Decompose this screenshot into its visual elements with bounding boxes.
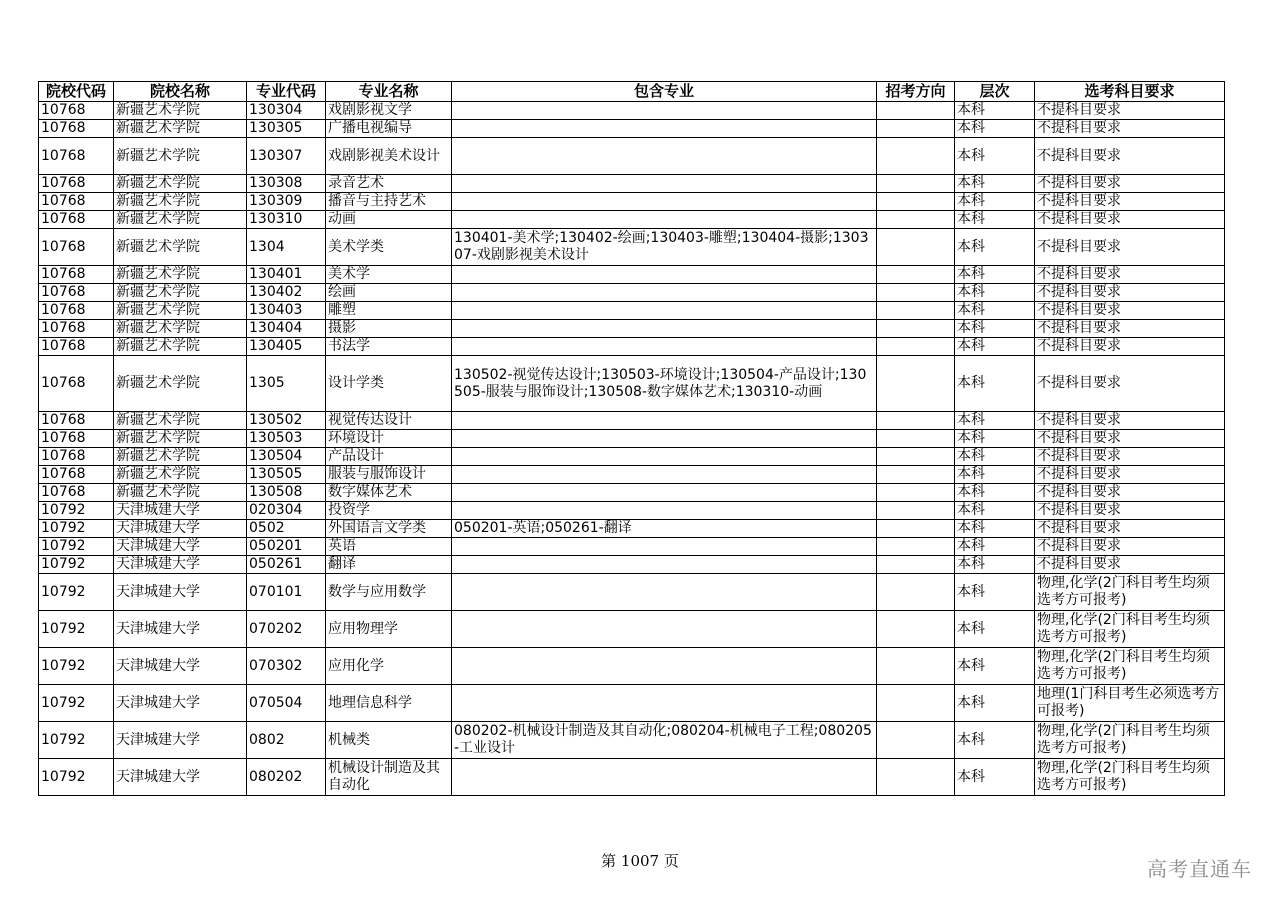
- table-cell: 130404: [247, 320, 326, 338]
- table-cell: 130401: [247, 266, 326, 284]
- table-cell: 070504: [247, 685, 326, 722]
- table-cell: [452, 759, 877, 796]
- table-row: [39, 759, 1225, 796]
- table-cell: 视觉传达设计: [326, 412, 452, 430]
- table-row: [39, 175, 1225, 193]
- table-cell: 本科: [955, 120, 1035, 138]
- table-cell: [877, 502, 955, 520]
- table-row: [39, 229, 1225, 266]
- table-cell: 不提科目要求: [1035, 412, 1225, 430]
- table-cell: 1304: [247, 229, 326, 266]
- table-cell: 新疆艺术学院: [114, 229, 247, 266]
- page-number: 第 1007 页: [601, 852, 679, 870]
- table-cell: 10768: [39, 356, 114, 412]
- table-cell: 新疆艺术学院: [114, 466, 247, 484]
- table-cell: [877, 520, 955, 538]
- table-cell: [452, 611, 877, 648]
- table-cell: 摄影: [326, 320, 452, 338]
- table-cell: [877, 611, 955, 648]
- table-row: [39, 120, 1225, 138]
- table-cell: 本科: [955, 211, 1035, 229]
- table-cell: 新疆艺术学院: [114, 338, 247, 356]
- table-cell: 不提科目要求: [1035, 430, 1225, 448]
- table-row: [39, 520, 1225, 538]
- table-cell: 130502-视觉传达设计;130503-环境设计;130504-产品设计;130505-服装与服饰设计;130508-数字媒体艺术;130310-动画: [452, 356, 877, 412]
- table-cell: 10768: [39, 102, 114, 120]
- table-header-row: [39, 82, 1225, 102]
- table-cell: 不提科目要求: [1035, 484, 1225, 502]
- table-cell: [452, 502, 877, 520]
- table-row: [39, 574, 1225, 611]
- table-row: [39, 356, 1225, 412]
- table-cell: [452, 574, 877, 611]
- table-cell: 10768: [39, 320, 114, 338]
- table-cell: 130304: [247, 102, 326, 120]
- table-cell: 10768: [39, 211, 114, 229]
- table-cell: 本科: [955, 430, 1035, 448]
- table-cell: 10768: [39, 448, 114, 466]
- table-row: [39, 556, 1225, 574]
- table-cell: 本科: [955, 284, 1035, 302]
- table-cell: 本科: [955, 574, 1035, 611]
- table-cell: 不提科目要求: [1035, 466, 1225, 484]
- table-cell: [877, 338, 955, 356]
- table-cell: 新疆艺术学院: [114, 484, 247, 502]
- table-cell: 投资学: [326, 502, 452, 520]
- table-cell: 10768: [39, 284, 114, 302]
- table-cell: [877, 175, 955, 193]
- table-cell: 数字媒体艺术: [326, 484, 452, 502]
- table-cell: [452, 211, 877, 229]
- table-cell: 新疆艺术学院: [114, 430, 247, 448]
- table-cell: 天津城建大学: [114, 520, 247, 538]
- column-header: 包含专业: [452, 82, 877, 102]
- table-cell: 新疆艺术学院: [114, 120, 247, 138]
- table-cell: 本科: [955, 520, 1035, 538]
- table-row: [39, 538, 1225, 556]
- table-row: [39, 722, 1225, 759]
- table-cell: 天津城建大学: [114, 722, 247, 759]
- table-cell: 不提科目要求: [1035, 102, 1225, 120]
- table-cell: 10792: [39, 520, 114, 538]
- table-row: [39, 430, 1225, 448]
- table-cell: [452, 120, 877, 138]
- table-cell: [877, 120, 955, 138]
- table-row: [39, 284, 1225, 302]
- table-cell: 130502: [247, 412, 326, 430]
- table-row: [39, 266, 1225, 284]
- table-cell: [877, 759, 955, 796]
- table-cell: [877, 484, 955, 502]
- table-cell: 10768: [39, 120, 114, 138]
- table-cell: 不提科目要求: [1035, 175, 1225, 193]
- table-cell: 10792: [39, 611, 114, 648]
- table-cell: 130504: [247, 448, 326, 466]
- table-cell: 不提科目要求: [1035, 211, 1225, 229]
- table-cell: [877, 266, 955, 284]
- table-cell: 020304: [247, 502, 326, 520]
- table-cell: 130503: [247, 430, 326, 448]
- table-cell: 10792: [39, 502, 114, 520]
- table-cell: 翻译: [326, 556, 452, 574]
- table-cell: [877, 722, 955, 759]
- table-cell: 天津城建大学: [114, 648, 247, 685]
- table-cell: 10792: [39, 556, 114, 574]
- table-cell: 本科: [955, 193, 1035, 211]
- table-cell: 050261: [247, 556, 326, 574]
- table-cell: [877, 430, 955, 448]
- table-row: [39, 502, 1225, 520]
- table-cell: 10792: [39, 759, 114, 796]
- table-cell: [452, 138, 877, 175]
- table-cell: [877, 320, 955, 338]
- column-header: 专业代码: [247, 82, 326, 102]
- table-cell: 不提科目要求: [1035, 520, 1225, 538]
- table-row: [39, 193, 1225, 211]
- table-cell: 美术学: [326, 266, 452, 284]
- table-cell: 天津城建大学: [114, 685, 247, 722]
- table-cell: [877, 229, 955, 266]
- column-header: 院校代码: [39, 82, 114, 102]
- table-cell: 070302: [247, 648, 326, 685]
- table-cell: [452, 648, 877, 685]
- table-cell: [452, 320, 877, 338]
- table-row: [39, 211, 1225, 229]
- table-cell: [452, 175, 877, 193]
- table-cell: 天津城建大学: [114, 502, 247, 520]
- table-cell: 080202-机械设计制造及其自动化;080204-机械电子工程;080205-工业设计: [452, 722, 877, 759]
- table-cell: 雕塑: [326, 302, 452, 320]
- table-cell: 机械设计制造及其自动化: [326, 759, 452, 796]
- table-cell: 080202: [247, 759, 326, 796]
- table-cell: [452, 102, 877, 120]
- admission-requirements-table: [38, 81, 1225, 796]
- table-cell: 130402: [247, 284, 326, 302]
- table-row: [39, 138, 1225, 175]
- table-cell: 数学与应用数学: [326, 574, 452, 611]
- column-header: 招考方向: [877, 82, 955, 102]
- table-cell: 130307: [247, 138, 326, 175]
- table-cell: 新疆艺术学院: [114, 102, 247, 120]
- table-cell: 不提科目要求: [1035, 448, 1225, 466]
- table-cell: [452, 302, 877, 320]
- table-cell: [877, 356, 955, 412]
- table-cell: 新疆艺术学院: [114, 448, 247, 466]
- table-cell: 物理,化学(2门科目考生均须选考方可报考): [1035, 574, 1225, 611]
- table-cell: 新疆艺术学院: [114, 320, 247, 338]
- table-cell: 1305: [247, 356, 326, 412]
- table-cell: 050201-英语;050261-翻译: [452, 520, 877, 538]
- table-cell: [877, 211, 955, 229]
- column-header: 院校名称: [114, 82, 247, 102]
- table-cell: [452, 538, 877, 556]
- table-cell: 0802: [247, 722, 326, 759]
- table-cell: [452, 193, 877, 211]
- table-cell: 英语: [326, 538, 452, 556]
- table-cell: 新疆艺术学院: [114, 302, 247, 320]
- table-cell: [877, 138, 955, 175]
- table-cell: 天津城建大学: [114, 759, 247, 796]
- table-cell: 应用化学: [326, 648, 452, 685]
- table-cell: [877, 102, 955, 120]
- column-header: 层次: [955, 82, 1035, 102]
- table-cell: 不提科目要求: [1035, 193, 1225, 211]
- table-cell: 10768: [39, 302, 114, 320]
- table-cell: 10768: [39, 138, 114, 175]
- table-cell: [452, 412, 877, 430]
- table-cell: 设计学类: [326, 356, 452, 412]
- table-cell: 本科: [955, 320, 1035, 338]
- table-cell: 10792: [39, 722, 114, 759]
- table-cell: 不提科目要求: [1035, 502, 1225, 520]
- table-cell: 物理,化学(2门科目考生均须选考方可报考): [1035, 722, 1225, 759]
- table-cell: 10792: [39, 648, 114, 685]
- table-cell: 10768: [39, 193, 114, 211]
- table-cell: 新疆艺术学院: [114, 284, 247, 302]
- table-cell: 10768: [39, 338, 114, 356]
- table-cell: 动画: [326, 211, 452, 229]
- table-cell: 天津城建大学: [114, 611, 247, 648]
- table-cell: 地理信息科学: [326, 685, 452, 722]
- table-row: [39, 611, 1225, 648]
- column-header: 专业名称: [326, 82, 452, 102]
- table-cell: 物理,化学(2门科目考生均须选考方可报考): [1035, 611, 1225, 648]
- table-row: [39, 412, 1225, 430]
- table-cell: 机械类: [326, 722, 452, 759]
- table-cell: 本科: [955, 338, 1035, 356]
- table-cell: [877, 284, 955, 302]
- table-cell: 本科: [955, 502, 1035, 520]
- table-cell: 130505: [247, 466, 326, 484]
- table-cell: [877, 302, 955, 320]
- table-cell: 本科: [955, 466, 1035, 484]
- table-cell: 服装与服饰设计: [326, 466, 452, 484]
- table-cell: 130305: [247, 120, 326, 138]
- table-cell: 新疆艺术学院: [114, 138, 247, 175]
- watermark-text: 高考直通车: [1147, 857, 1252, 881]
- table-cell: 10792: [39, 574, 114, 611]
- table-row: [39, 338, 1225, 356]
- table-cell: 070202: [247, 611, 326, 648]
- column-header: 选考科目要求: [1035, 82, 1225, 102]
- table-cell: 本科: [955, 175, 1035, 193]
- table-cell: [877, 685, 955, 722]
- table-cell: 绘画: [326, 284, 452, 302]
- table-cell: 不提科目要求: [1035, 320, 1225, 338]
- table-cell: 录音艺术: [326, 175, 452, 193]
- table-cell: 本科: [955, 229, 1035, 266]
- table-cell: [877, 466, 955, 484]
- table-cell: 130308: [247, 175, 326, 193]
- table-cell: [877, 648, 955, 685]
- table-cell: 地理(1门科目考生必须选考方可报考): [1035, 685, 1225, 722]
- table-cell: 本科: [955, 611, 1035, 648]
- table-cell: [452, 448, 877, 466]
- table-row: [39, 685, 1225, 722]
- table-cell: 本科: [955, 648, 1035, 685]
- table-cell: 新疆艺术学院: [114, 412, 247, 430]
- table-cell: 物理,化学(2门科目考生均须选考方可报考): [1035, 759, 1225, 796]
- table-cell: 本科: [955, 722, 1035, 759]
- table-cell: 本科: [955, 759, 1035, 796]
- table-row: [39, 466, 1225, 484]
- table-cell: 戏剧影视文学: [326, 102, 452, 120]
- table-cell: 本科: [955, 302, 1035, 320]
- table-cell: [877, 556, 955, 574]
- table-cell: 130401-美术学;130402-绘画;130403-雕塑;130404-摄影;130307-戏剧影视美术设计: [452, 229, 877, 266]
- table-cell: 不提科目要求: [1035, 338, 1225, 356]
- table-cell: 070101: [247, 574, 326, 611]
- table-cell: [452, 484, 877, 502]
- table-cell: 050201: [247, 538, 326, 556]
- table-cell: 不提科目要求: [1035, 229, 1225, 266]
- table-cell: [452, 430, 877, 448]
- table-cell: [877, 448, 955, 466]
- table-cell: 10792: [39, 538, 114, 556]
- table-cell: [452, 556, 877, 574]
- table-cell: 10768: [39, 412, 114, 430]
- table-cell: 播音与主持艺术: [326, 193, 452, 211]
- table-cell: [452, 266, 877, 284]
- table-cell: 新疆艺术学院: [114, 175, 247, 193]
- table-cell: 不提科目要求: [1035, 556, 1225, 574]
- table-cell: 130403: [247, 302, 326, 320]
- table-cell: 10768: [39, 175, 114, 193]
- table-cell: 130309: [247, 193, 326, 211]
- table-cell: 广播电视编导: [326, 120, 452, 138]
- table-row: [39, 102, 1225, 120]
- table-cell: [877, 538, 955, 556]
- table-cell: 产品设计: [326, 448, 452, 466]
- table-cell: 不提科目要求: [1035, 120, 1225, 138]
- table-row: [39, 302, 1225, 320]
- table-cell: 环境设计: [326, 430, 452, 448]
- table-cell: [452, 338, 877, 356]
- table-cell: 天津城建大学: [114, 556, 247, 574]
- table-cell: 本科: [955, 538, 1035, 556]
- table-cell: [877, 193, 955, 211]
- table-cell: [452, 466, 877, 484]
- table-cell: [452, 685, 877, 722]
- table-cell: 本科: [955, 266, 1035, 284]
- table-cell: 本科: [955, 102, 1035, 120]
- table-cell: [452, 284, 877, 302]
- table-cell: 新疆艺术学院: [114, 211, 247, 229]
- table-cell: 本科: [955, 412, 1035, 430]
- table-cell: 本科: [955, 448, 1035, 466]
- table-cell: 130508: [247, 484, 326, 502]
- table-cell: 130405: [247, 338, 326, 356]
- table-cell: 应用物理学: [326, 611, 452, 648]
- table-cell: 戏剧影视美术设计: [326, 138, 452, 175]
- table-cell: 本科: [955, 685, 1035, 722]
- table-row: [39, 448, 1225, 466]
- table-cell: [877, 574, 955, 611]
- table-cell: 0502: [247, 520, 326, 538]
- table-cell: 不提科目要求: [1035, 284, 1225, 302]
- table-cell: 本科: [955, 356, 1035, 412]
- table-cell: 不提科目要求: [1035, 266, 1225, 284]
- table-cell: 不提科目要求: [1035, 356, 1225, 412]
- table-cell: [877, 412, 955, 430]
- table-cell: 10768: [39, 484, 114, 502]
- table-cell: 物理,化学(2门科目考生均须选考方可报考): [1035, 648, 1225, 685]
- table-cell: 本科: [955, 556, 1035, 574]
- table-cell: 不提科目要求: [1035, 138, 1225, 175]
- table-body: [39, 102, 1225, 796]
- table-cell: 10768: [39, 430, 114, 448]
- table-cell: 10768: [39, 266, 114, 284]
- table-cell: 10768: [39, 466, 114, 484]
- table-row: [39, 320, 1225, 338]
- table-cell: 10792: [39, 685, 114, 722]
- table-cell: 本科: [955, 138, 1035, 175]
- table-cell: 天津城建大学: [114, 574, 247, 611]
- table-cell: 外国语言文学类: [326, 520, 452, 538]
- table-cell: 新疆艺术学院: [114, 266, 247, 284]
- table-cell: 本科: [955, 484, 1035, 502]
- table-cell: 天津城建大学: [114, 538, 247, 556]
- table-cell: 130310: [247, 211, 326, 229]
- table-cell: 新疆艺术学院: [114, 193, 247, 211]
- table-cell: 新疆艺术学院: [114, 356, 247, 412]
- table-cell: 美术学类: [326, 229, 452, 266]
- table-cell: 不提科目要求: [1035, 538, 1225, 556]
- table-cell: 10768: [39, 229, 114, 266]
- table-row: [39, 484, 1225, 502]
- table-cell: 不提科目要求: [1035, 302, 1225, 320]
- table-row: [39, 648, 1225, 685]
- table-cell: 书法学: [326, 338, 452, 356]
